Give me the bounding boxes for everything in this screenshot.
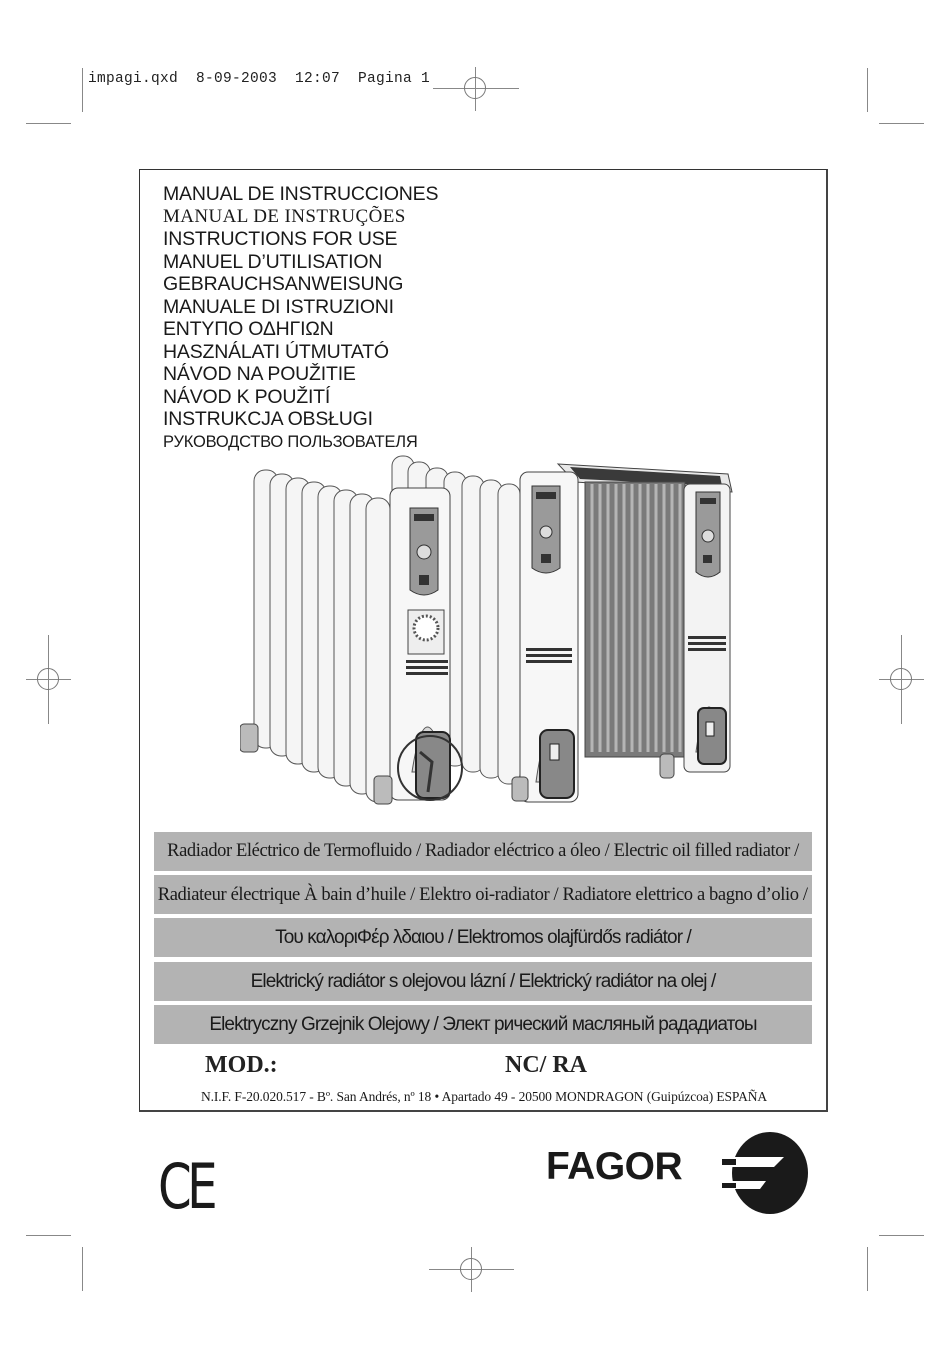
title-pl: INSTRUKCJA OBSŁUGI (163, 408, 373, 430)
model-value: NC/ RA (505, 1052, 587, 1078)
product-band-1: Radiador Eléctrico de Termofluido / Radiador eléctrico a óleo / Electric oil filled radiator / (154, 832, 812, 871)
crop-mark (867, 1247, 868, 1291)
crop-mark (867, 68, 868, 112)
crop-mark (82, 68, 83, 112)
fan-radiator-image (240, 470, 462, 804)
panel-radiator-image (558, 464, 732, 778)
title-de: GEBRAUCHSANWEISUNG (163, 273, 404, 295)
crop-mark (82, 1247, 83, 1291)
crop-mark (26, 1235, 71, 1236)
company-address: N.I.F. F-20.020.517 - Bº. San Andrés, nº 18 • Apartado 49 - 20500 MONDRAGON (Guipúzcoa) ESPAÑA (200, 1089, 768, 1104)
title-es: MANUAL DE INSTRUCCIONES (163, 183, 439, 205)
title-it: MANUALE DI ISTRUZIONI (163, 295, 394, 318)
product-band-2: Radiateur électrique À bain d’huile / Elektro oi-radiator / Radiatore elettrico a bagno d’olio / (154, 875, 812, 914)
title-ru: РУКОВОДСТВО ПОЛЬЗОВАТЕЛЯ (163, 432, 418, 451)
product-band-3: Του καλοριΦέρ λδαιου / Elektromos olajfürdős radiátor / (154, 918, 812, 957)
print-slug: impagi.qxd 8-09-2003 12:07 Pagina 1 (88, 71, 431, 87)
product-band-4: Elektrický radiátor s olejovou lázní / Elektrický radiátor na olej / (154, 962, 812, 1001)
title-el: ΕΝΤΥΠΟ ΟΔΗΓΙΩΝ (163, 318, 334, 340)
crop-mark (26, 123, 71, 124)
manual-titles (163, 183, 438, 453)
brand-logo-text: FAGOR (546, 1145, 683, 1188)
title-sk: NÁVOD NA POUŽITIE (163, 363, 356, 385)
crop-mark (879, 1235, 924, 1236)
title-fr: MANUEL D’UTILISATION (163, 250, 383, 273)
crop-mark (879, 123, 924, 124)
title-pt: MANUAL DE INSTRUÇÕES (163, 205, 406, 227)
product-band-5: Elektryczny Grzejnik Olejowy / Элект рический масляный рададиатоы (154, 1005, 812, 1044)
radiators-illustration (240, 452, 760, 822)
title-en: INSTRUCTIONS FOR USE (163, 228, 398, 250)
model-label: MOD.: (205, 1052, 278, 1078)
title-cs: NÁVOD K POUŽITÍ (163, 385, 331, 408)
title-hu: HASZNÁLATI ÚTMUTATÓ (163, 340, 389, 363)
fagor-emblem-icon (722, 1131, 810, 1220)
ce-mark-icon: CE (158, 1150, 213, 1223)
